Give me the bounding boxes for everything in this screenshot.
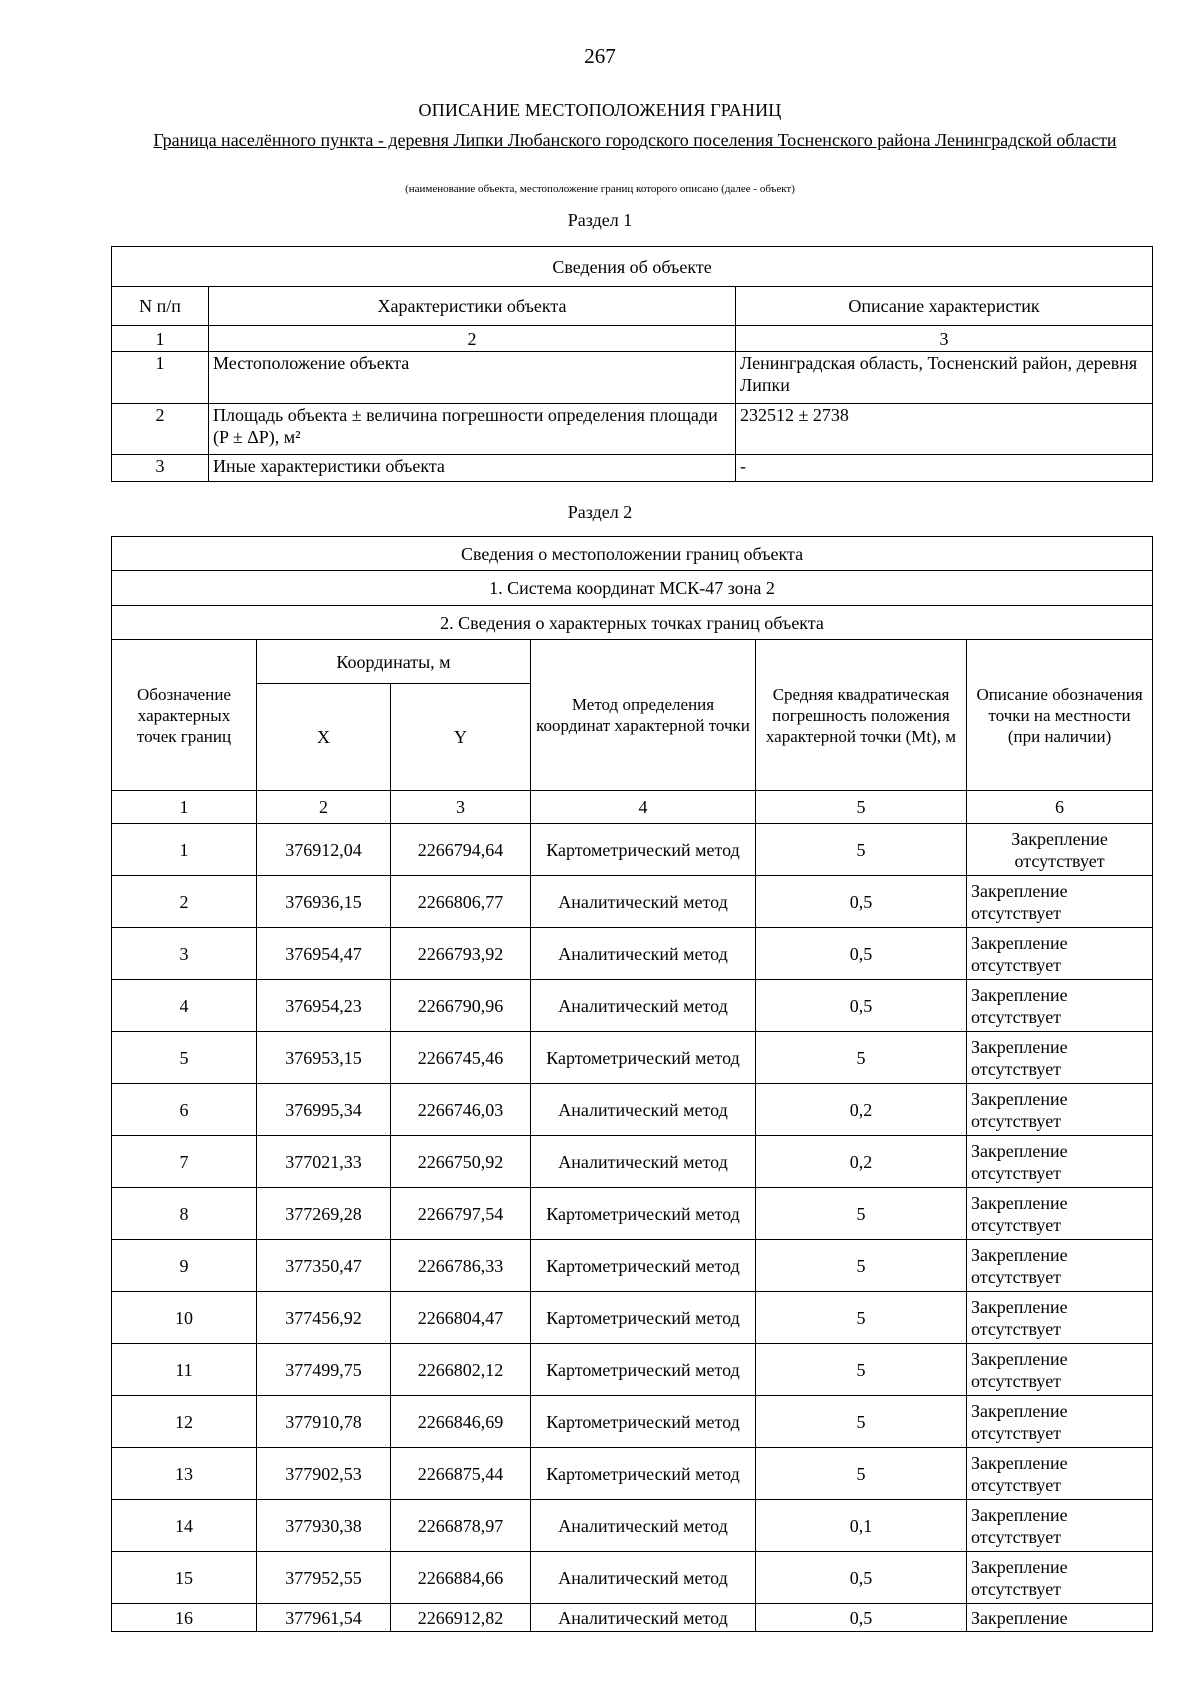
column-number: 4 [531,791,756,824]
method-cell: Картометрический метод [531,1448,756,1500]
x-coordinate: 376954,23 [257,980,391,1032]
method-cell: Аналитический метод [531,980,756,1032]
object-name: Граница населённого пункта - деревня Липки Любанского городского поселения Тосненского района Ленинградской области [153,130,1117,150]
point-number: 14 [112,1500,257,1552]
error-cell: 5 [756,1396,967,1448]
method-cell: Картометрический метод [531,1188,756,1240]
point-number: 8 [112,1188,257,1240]
error-cell: 0,5 [756,928,967,980]
method-cell: Аналитический метод [531,876,756,928]
y-coordinate: 2266746,03 [391,1084,531,1136]
marking-cell: Закрепление отсутствует [967,1032,1153,1084]
method-cell: Картометрический метод [531,824,756,876]
column-number: 1 [112,791,257,824]
point-number: 5 [112,1032,257,1084]
error-cell: 0,5 [756,1604,967,1632]
x-coordinate: 377952,55 [257,1552,391,1604]
method-cell: Аналитический метод [531,1500,756,1552]
marking-cell: Закрепление отсутствует [967,1084,1153,1136]
x-coordinate: 377456,92 [257,1292,391,1344]
method-cell: Аналитический метод [531,1084,756,1136]
y-coordinate: 2266794,64 [391,824,531,876]
point-number: 15 [112,1552,257,1604]
method-cell: Картометрический метод [531,1240,756,1292]
marking-cell: Закрепление отсутствует [967,928,1153,980]
table-row [112,928,1153,980]
table-caption: Сведения об объекте [112,247,1153,287]
column-number: 6 [967,791,1153,824]
x-coordinate: 376954,47 [257,928,391,980]
column-number: 2 [209,326,736,352]
table-row [112,1188,1153,1240]
table-row [112,1084,1153,1136]
y-coordinate: 2266793,92 [391,928,531,980]
x-coordinate: 377930,38 [257,1500,391,1552]
column-number: 5 [756,791,967,824]
y-coordinate: 2266797,54 [391,1188,531,1240]
y-coordinate: 2266878,97 [391,1500,531,1552]
point-number: 16 [112,1604,257,1632]
marking-cell: Закрепление [967,1604,1153,1632]
header-x: X [257,684,391,791]
table-row [112,980,1153,1032]
row-number: 3 [112,455,209,482]
object-info-table [111,246,1153,482]
column-number: 2 [257,791,391,824]
column-number: 3 [736,326,1153,352]
point-number: 10 [112,1292,257,1344]
error-cell: 5 [756,1188,967,1240]
marking-cell: Закрепление отсутствует [967,1292,1153,1344]
point-number: 2 [112,876,257,928]
y-coordinate: 2266745,46 [391,1032,531,1084]
error-cell: 0,2 [756,1136,967,1188]
error-cell: 5 [756,1292,967,1344]
header-marking: Описание обозначения точки на местности (при наличии) [967,640,1153,791]
section1-title: Раздел 1 [567,210,633,230]
error-cell: 0,2 [756,1084,967,1136]
y-coordinate: 2266846,69 [391,1396,531,1448]
header-method: Метод определения координат характерной точки [531,640,756,791]
table-row [112,1396,1153,1448]
column-number: 3 [391,791,531,824]
error-cell: 0,5 [756,1552,967,1604]
point-number: 13 [112,1448,257,1500]
marking-cell: Закрепление отсутствует [967,1188,1153,1240]
description-cell: - [736,455,1153,482]
header-characteristic: Характеристики объекта [209,287,736,326]
column-number: 1 [112,326,209,352]
table-row [112,1604,1153,1632]
header-designation: Обозначение характерных точек границ [112,640,257,791]
y-coordinate: 2266790,96 [391,980,531,1032]
header-description: Описание характеристик [736,287,1153,326]
error-cell: 0,5 [756,876,967,928]
table-row [112,876,1153,928]
characteristic-cell: Площадь объекта ± величина погрешности определения площади (P ± ΔP), м² [209,404,736,455]
row-number: 1 [112,352,209,404]
object-caption: (наименование объекта, местоположение границ которого описано (далее - объект) [405,183,795,195]
method-cell: Картометрический метод [531,1032,756,1084]
method-cell: Аналитический метод [531,928,756,980]
table-row [112,1292,1153,1344]
description-cell: Ленинградская область, Тосненский район, деревня Липки [736,352,1153,404]
error-cell: 5 [756,1032,967,1084]
header-coordinates: Координаты, м [257,640,531,684]
table-row [112,1240,1153,1292]
method-cell: Картометрический метод [531,1292,756,1344]
point-number: 1 [112,824,257,876]
x-coordinate: 376953,15 [257,1032,391,1084]
y-coordinate: 2266875,44 [391,1448,531,1500]
characteristic-cell: Местоположение объекта [209,352,736,404]
x-coordinate: 377902,53 [257,1448,391,1500]
y-coordinate: 2266786,33 [391,1240,531,1292]
header-y: Y [391,684,531,791]
point-number: 9 [112,1240,257,1292]
x-coordinate: 376936,15 [257,876,391,928]
y-coordinate: 2266884,66 [391,1552,531,1604]
y-coordinate: 2266912,82 [391,1604,531,1632]
marking-cell: Закрепление отсутствует [967,1552,1153,1604]
error-cell: 5 [756,824,967,876]
y-coordinate: 2266802,12 [391,1344,531,1396]
y-coordinate: 2266804,47 [391,1292,531,1344]
point-number: 3 [112,928,257,980]
table-row [112,1500,1153,1552]
method-cell: Аналитический метод [531,1136,756,1188]
error-cell: 5 [756,1240,967,1292]
marking-cell: Закрепление отсутствует [967,980,1153,1032]
header-number: N п/п [112,287,209,326]
marking-cell: Закрепление отсутствует [967,876,1153,928]
marking-cell: Закрепление отсутствует [967,824,1153,876]
coord-system: 1. Система координат МСК-47 зона 2 [112,571,1153,606]
section2-title: Раздел 2 [567,502,633,522]
characteristic-cell: Иные характеристики объекта [209,455,736,482]
error-cell: 5 [756,1448,967,1500]
marking-cell: Закрепление отсутствует [967,1344,1153,1396]
table-row [112,1136,1153,1188]
x-coordinate: 377499,75 [257,1344,391,1396]
point-number: 12 [112,1396,257,1448]
header-error: Средняя квадратическая погрешность положения характерной точки (Mt), м [756,640,967,791]
document-title: ОПИСАНИЕ МЕСТОПОЛОЖЕНИЯ ГРАНИЦ [418,100,782,120]
page-number: 267 [584,44,616,68]
x-coordinate: 377350,47 [257,1240,391,1292]
point-number: 6 [112,1084,257,1136]
error-cell: 5 [756,1344,967,1396]
x-coordinate: 377269,28 [257,1188,391,1240]
row-number: 2 [112,404,209,455]
x-coordinate: 376995,34 [257,1084,391,1136]
description-cell: 232512 ± 2738 [736,404,1153,455]
error-cell: 0,5 [756,980,967,1032]
x-coordinate: 377910,78 [257,1396,391,1448]
table-row [112,1032,1153,1084]
boundary-points-table [111,536,1153,1632]
table-row [112,1344,1153,1396]
marking-cell: Закрепление отсутствует [967,1136,1153,1188]
x-coordinate: 377021,33 [257,1136,391,1188]
location-caption: Сведения о местоположении границ объекта [112,537,1153,571]
table-row [112,1552,1153,1604]
point-number: 4 [112,980,257,1032]
x-coordinate: 376912,04 [257,824,391,876]
point-number: 11 [112,1344,257,1396]
method-cell: Аналитический метод [531,1552,756,1604]
marking-cell: Закрепление отсутствует [967,1396,1153,1448]
method-cell: Картометрический метод [531,1396,756,1448]
table-row [112,824,1153,876]
table-row [112,1448,1153,1500]
y-coordinate: 2266806,77 [391,876,531,928]
error-cell: 0,1 [756,1500,967,1552]
marking-cell: Закрепление отсутствует [967,1240,1153,1292]
marking-cell: Закрепление отсутствует [967,1500,1153,1552]
marking-cell: Закрепление отсутствует [967,1448,1153,1500]
y-coordinate: 2266750,92 [391,1136,531,1188]
method-cell: Аналитический метод [531,1604,756,1632]
points-caption: 2. Сведения о характерных точках границ объекта [112,606,1153,640]
method-cell: Картометрический метод [531,1344,756,1396]
point-number: 7 [112,1136,257,1188]
x-coordinate: 377961,54 [257,1604,391,1632]
